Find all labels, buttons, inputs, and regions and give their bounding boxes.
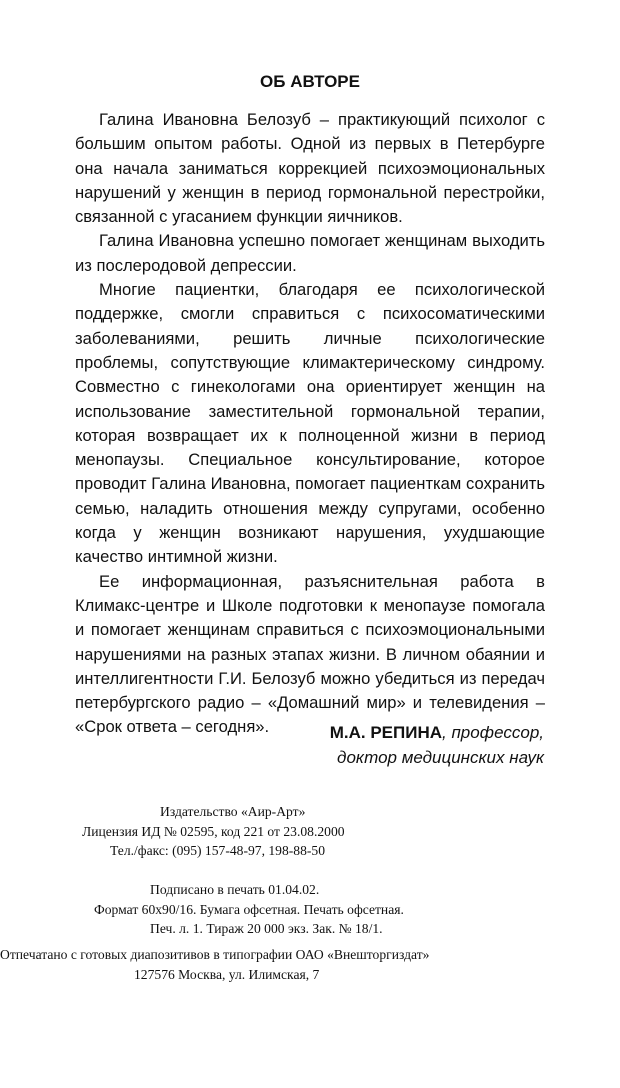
- about-author-text: [75, 108, 545, 740]
- signature-degree: доктор медицинских наук: [337, 748, 544, 767]
- author-signature: [124, 720, 544, 770]
- typography-info: [0, 945, 620, 984]
- print-format: Формат 60х90/16. Бумага офсетная. Печать офсетная.: [94, 901, 404, 917]
- signature-title: , профессор,: [442, 723, 544, 742]
- printed-by: Отпечатано с готовых диапозитивов в типографии ОАО «Внешторгиздат»: [0, 947, 430, 962]
- print-signed: Подписано в печать 01.04.02.: [150, 882, 320, 897]
- paragraph: Галина Ивановна Белозуб – практикующий психолог с большим опытом работы. Одной из первых в Петербурге она начала заниматься коррекцией психоэмоциональных нарушений у женщин в период гормональной перестройки, связанной с угасанием функции яичников.: [75, 110, 545, 227]
- paragraph: Галина Ивановна успешно помогает женщинам выходить из послеродовой депрессии.: [75, 231, 545, 275]
- paragraph: Многие пациентки, благодаря ее психологической поддержке, смогли справиться с психосоматическими заболеваниями, решить личные психологические проблемы, сопутствующие климактерическому синдрому. Совместно с гинекологами она ориентирует женщин на использование заместительной гормональной терапии, которая возвращает их к полноценной жизни в период менопаузы. Специальное консультирование, которое проводит Галина Ивановна, помогает пациенткам сохранить семью, наладить отношения между супругами, особенно когда у женщин возникают нарушения, ухудшающие качество интимной жизни.: [75, 280, 545, 567]
- printer-address: 127576 Москва, ул. Илимская, 7: [134, 966, 320, 982]
- signature-line-1: [124, 720, 544, 745]
- page-title: ОБ АВТОРЕ: [260, 72, 360, 91]
- print-info: [0, 880, 620, 939]
- signature-name: М.А. РЕПИНА: [329, 723, 442, 742]
- publisher-license: Лицензия ИД № 02595, код 221 от 23.08.2000: [82, 823, 345, 839]
- publisher-phone: Тел./факс: (095) 157-48-97, 198-88-50: [110, 843, 325, 858]
- paragraph: Ее информационная, разъяснительная работа в Климакс-центре и Школе подготовки к менопаузе помогала и помогает женщинам справиться с психоэмоциональными нарушениями на разных этапах жизни. В личном обаянии и интеллигентности Г.И. Белозуб можно убедиться из передач петербургского радио – «Домашний мир» и телевидения – «Срок ответа – сегодня».: [75, 571, 545, 737]
- publisher-name: Издательство «Аир-Арт»: [160, 804, 306, 819]
- print-run: Печ. л. 1. Тираж 20 000 экз. Зак. № 18/1.: [150, 921, 383, 936]
- publisher-info: [0, 802, 620, 861]
